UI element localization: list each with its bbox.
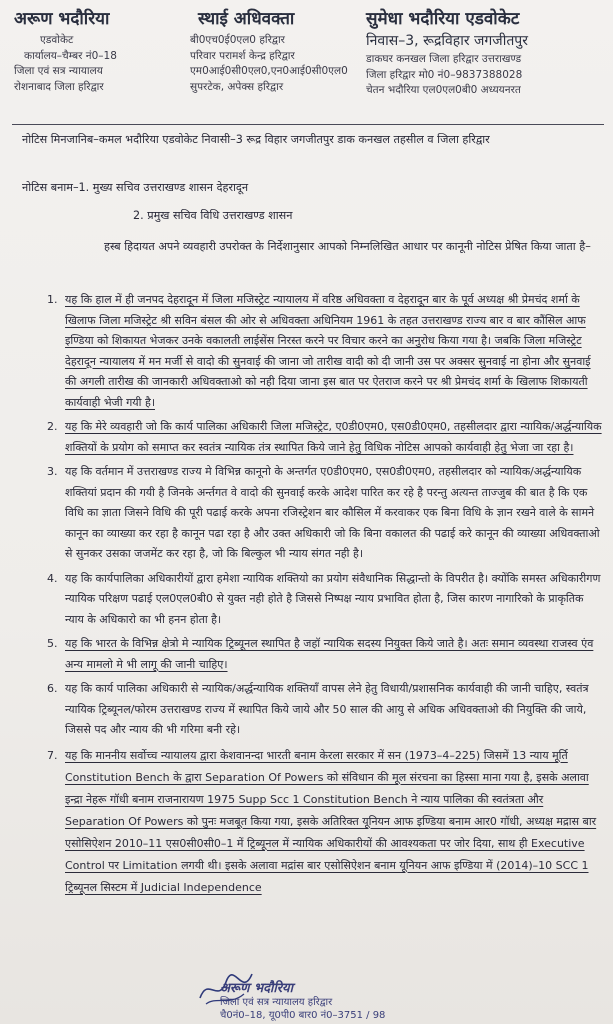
notice-from: नोटिस मिनजानिब–कमल भदौरिया एडवोकेट निवासी–3 रूद्र विहार जगजीतपुर डाक कनखल तहसील व जिला हरिद्वार bbox=[22, 133, 490, 146]
center-line-4: सुपरटेक, अपेक्स हरिद्वार bbox=[190, 80, 284, 93]
item-text: यह कि कार्य पालिका अधिकारी से न्यायिक/अर्द्धन्यायिक शक्तियॉं वापस लेने हेतु विधायी/प्रशासनिक कार्यवाही की जानी चाहिए, स्वतंत्र न्यायिक ट्रिब्यूनल/फोरम उत्तराखण्ड राज्य में स्थापित किये जाये और 50 साल की आयु से अधिक अधिवक्ताओ की नियुक्ति की जाये, जिससे पद और न्याय की भी गरिमा बनी रहे। bbox=[65, 682, 589, 736]
letterhead bbox=[0, 6, 613, 126]
signature-stamp bbox=[220, 978, 580, 1022]
notice-to-1: नोटिस बनाम–1. मुख्य सचिव उत्तराखण्ड शासन देहरादून bbox=[22, 181, 249, 194]
list-item bbox=[47, 569, 605, 631]
list-item bbox=[47, 417, 605, 458]
mobile-number: जिला हरिद्वार मो0 नं0–9837388028 bbox=[366, 68, 523, 81]
list-item bbox=[47, 745, 605, 899]
item-number: 2. bbox=[47, 420, 58, 433]
second-advocate-name: सुमेधा भदौरिया एडवोकेट bbox=[366, 9, 520, 29]
notice-items bbox=[47, 290, 605, 903]
item-number: 3. bbox=[47, 465, 58, 478]
header-divider bbox=[12, 124, 604, 125]
center-line-2: परिवार परामर्श केन्द्र हरिद्वार bbox=[190, 49, 295, 62]
list-item bbox=[47, 679, 605, 741]
list-item bbox=[47, 462, 605, 565]
letterhead-center bbox=[190, 6, 348, 95]
letterhead-left bbox=[14, 6, 117, 95]
item-number: 5. bbox=[47, 637, 58, 650]
center-line-3: एम0आई0सी0एल0,एन0आई0सी0एल0 bbox=[190, 65, 348, 77]
item-number: 6. bbox=[47, 682, 58, 695]
standing-counsel-title: स्थाई अधिवक्ता bbox=[198, 9, 295, 29]
student-line: चेतन भदौरिया एल0एल0बी0 अध्ययनरत bbox=[366, 84, 521, 96]
item-number: 7. bbox=[47, 748, 58, 762]
court-name: जिला एवं सत्र न्यायालय bbox=[14, 65, 103, 77]
advocate-designation: एडवोकेट bbox=[40, 34, 74, 46]
stamp-name: अरूण भदौरिया bbox=[220, 981, 293, 996]
post-office: डाकघर कनखल जिला हरिद्वार उत्तराखण्ड bbox=[366, 53, 522, 65]
item-text: यह कि भारत के विभिन्न क्षेत्रो मे न्यायिक ट्रिब्यूनल स्थापित है जहॉ न्यायिक सदस्य नियुक्त किये जाते है। अतः समान व्यवस्था राजस्व एंव अन्य मामलो मे भी लागू की जानी चाहिए। bbox=[65, 637, 594, 671]
office-chamber: कार्यालय–चैम्बर नं0–18 bbox=[24, 49, 117, 62]
item-text: यह कि हाल में ही जनपद देहरादून में जिला मजिस्ट्रेट न्यायालय में वरिष्ठ अधिवक्ता व देहरादून बार के पूर्व अध्यक्ष श्री प्रेमचंद शर्मा के खिलाफ जिला मजिस्ट्रेट श्री सविन बंसल की ओर से अधिवक्ता अधिनियम 1961 के तहत उत्तराखण्ड राज्य बार व बार कौंसिल आफ इण्डिया को शिकायत भेजकर उनके वकालती लाईसेंस निरस्त करने पर विचार करने का अनुरोध किया गया है। जबकि जिला मजिस्ट्रेट देहरादून न्यायालय में मन मर्जी से वादो की सुनवाई की जाना जो तारीख वादी को दी जानी उस पर अक्सर सुनवाई ना होना और सुनवाई की अगली तारीख की जानकारी अधिवक्ताओ को नही दिया जाना इस बात पर ऐतराज करने पर श्री प्रेमचंद शर्मा के खिलाफ शिकायती कार्यवाही भेजी गयी है। bbox=[65, 293, 591, 409]
item-text: यह कि मेरे व्यवहारी जो कि कार्य पालिका अधिकारी जिला मजिस्ट्रेट, ए0डी0एम0, एस0डी0एम0, तहसीलदार द्वारा न्यायिक/अर्द्धन्यायिक शक्तियों के प्रयोग को समाप्त कर स्वतंत्र न्यायिक तंत्र स्थापित किये जाने हेतु विधिक नोटिस आपको कार्यवाही हेतु भेजा जा रहा है। bbox=[65, 420, 602, 454]
court-location: रोशनाबाद जिला हरिद्वार bbox=[14, 80, 104, 93]
advocate-name: अरूण भदौरिया bbox=[14, 9, 110, 29]
letterhead-right bbox=[366, 6, 528, 99]
center-line-1: बी0एच0ई0एल0 हरिद्वार bbox=[190, 34, 285, 46]
stamp-line-2: चै0नं0–18, यू0पी0 बार0 नं0–3751 / 98 bbox=[220, 1010, 386, 1021]
item-number: 1. bbox=[47, 293, 58, 306]
item-text: यह कि माननीय सर्वोच्च न्यायालय द्वारा केशवानन्दा भारती बनाम केरला सरकार में सन (1973–4–225) जिसमें 13 न्याय मूर्ति Constitution Bench के द्वारा Separation Of Powers को संविधान की मूल संरचना का हिस्सा माना गया है, इसके अलावा इन्द्रा नेहरू गॉधी बनाम राजनारायण 1975 Supp Scc 1 Constitution Bench ने न्याय पालिका की स्वतंत्रता और Separation Of Powers को पुनः मजबूत किया गया, इसके अतिरिक्त यूनियन आफ इण्डिया बनाम आर0 गॉधी, अध्यक्ष मद्रास बार एसोसिऐशन 2010–11 एस0सी0सी0–1 में ट्रिब्यूनल में न्यायिक अधिकारीयों की आवश्यकता पर जोर दिया, साथ ही Executive Control पर Limitation लगयी थी। इसके अलावा मद्रांस बार एसोसिऐशन बनाम यूनियन आफ इण्डिया में (2014)–10 SCC 1 ट्रिब्यूनल सिस्टम में Judicial Independence bbox=[65, 748, 597, 894]
notice-intro: हस्ब हिदायत अपने व्यवहारी उपरोक्त के निर्देशानुसार आपको निम्नलिखित आधार पर कानूनी नोटिस प्रेषित किया जाता है– bbox=[104, 240, 591, 253]
residence-address: निवास–3, रूद्रविहार जगजीतपुर bbox=[366, 33, 528, 49]
list-item bbox=[47, 634, 605, 675]
list-item bbox=[47, 290, 605, 413]
item-number: 4. bbox=[47, 571, 58, 585]
item-text: यह कि वर्तमान में उत्तराखण्ड राज्य मे विभिन्न कानूनो के अन्तर्गत ए0डी0एम0, एस0डी0एम0, तहसीलदार को न्यायिक/अर्द्धन्यायिक शक्तियां प्रदान की गयी है जिनके अर्न्तगत वे वादो की सुनवाई करके आदेश पारित कर रहे है परन्तु अत्यन्त ताज्जुब की बात है कि एक विधि का ज्ञाता जिसने विधि की पूरी पढाई करके अपना रजिस्ट्रेशन बार कौसिल में करवाकर एक बिना विधि के ज्ञान रखने वाले के सामने कानून का व्याख्या कर रहा है कानून पढा रहा है और उक्त अधिकारी जो कि बिना वकालत की पढाई करे कानून की व्याख्या अधिवक्ताओ से सुनकर उसका जजमेंट कर रहा है, जो कि बिल्कुल भी न्याय संगत नही है। bbox=[65, 465, 600, 560]
stamp-line-1: जिला एवं सत्र न्यायालय हरिद्वार bbox=[220, 997, 333, 1008]
notice-to-2: 2. प्रमुख सचिव विधि उत्तराखण्ड शासन bbox=[133, 209, 293, 222]
item-text: यह कि कार्यपालिका अधिकारीयों द्वारा हमेशा न्यायिक शक्तियो का प्रयोग संवैधानिक सिद्धान्तो के विपरीत है। क्योंकि समस्त अधिकारीगण न्यायिक परिक्षण पढाई एल0एल0बी0 से युक्त नही होते है जिससे निष्पक्ष न्याय प्रभावित होता है, जिस कारण नागारिको के प्राकृतिक न्याय के अधिकारो का भी हनन होता है। bbox=[65, 571, 601, 626]
